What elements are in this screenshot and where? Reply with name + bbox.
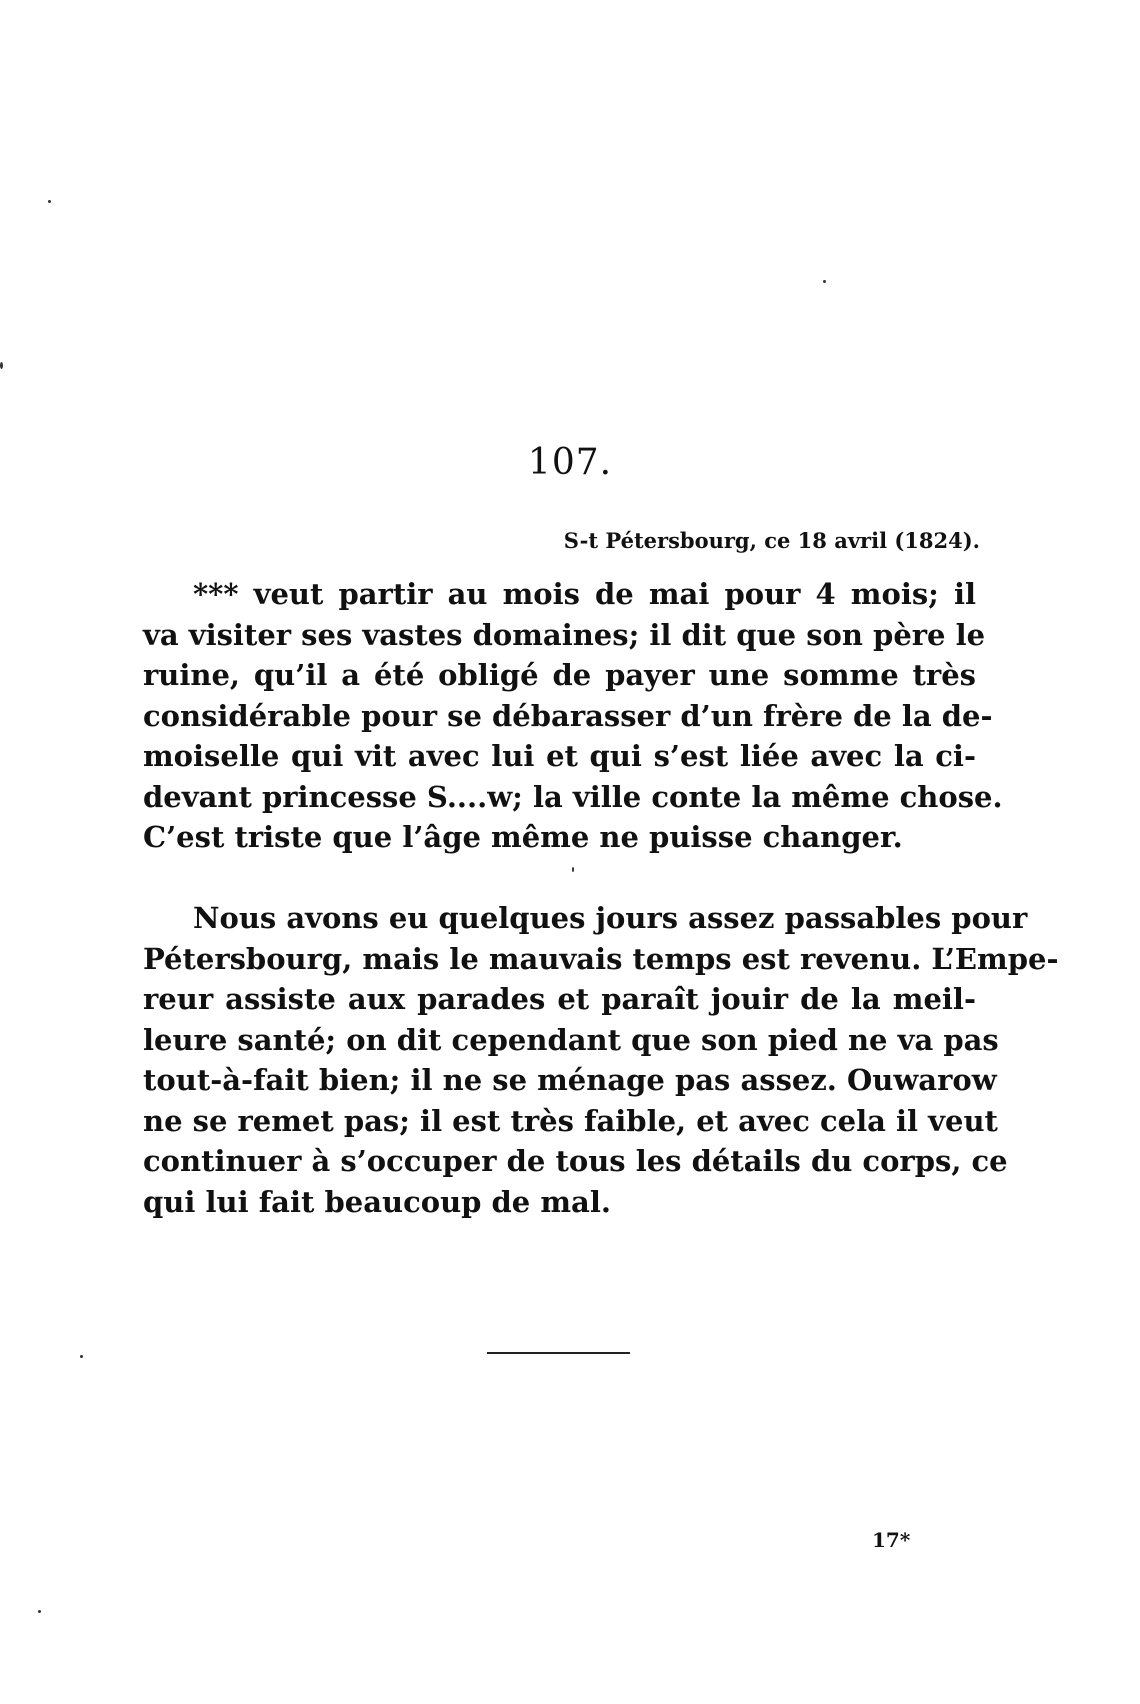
scan-speck <box>48 200 51 203</box>
text-line: devant princesse S....w; la ville conte la même chose. <box>143 779 1003 814</box>
letter-number: 107. <box>527 442 613 483</box>
paragraph-1 <box>143 574 1003 858</box>
dateline: S-t Pétersbourg, ce 18 avril (1824). <box>563 528 980 553</box>
signature-mark: 17* <box>872 1528 911 1552</box>
scan-speck <box>80 1355 83 1358</box>
text-line: considérable pour se débarasser d’un frère de la de- <box>143 698 993 733</box>
text-line: qui lui fait beaucoup de mal. <box>143 1184 611 1219</box>
scan-speck <box>823 280 826 283</box>
paragraph-2 <box>143 898 1059 1222</box>
text-line: continuer à s’occuper de tous les détails du corps, ce <box>143 1144 1008 1178</box>
scan-speck <box>572 867 574 872</box>
text-line: leure santé; on dit cependant que son pied ne va pas <box>143 1022 999 1057</box>
section-divider <box>487 1352 630 1354</box>
scan-speck <box>38 1610 41 1613</box>
text-line: va visiter ses vastes domaines; il dit que son père le <box>143 617 986 652</box>
text-line: ne se remet pas; il est très faible, et avec cela il veut <box>143 1103 998 1138</box>
text-line: tout-à-fait bien; il ne se ménage pas assez. Ouwarow <box>143 1063 997 1097</box>
text-line: Nous avons eu quelques jours assez passables pour <box>193 901 1028 935</box>
text-line: C’est triste que l’âge même ne puisse changer. <box>143 820 903 854</box>
text-line: Pétersbourg, mais le mauvais temps est revenu. L’Empe- <box>143 941 1059 976</box>
scan-speck <box>0 362 3 369</box>
text-line: *** veut partir au mois de mai pour 4 mois; il <box>193 577 976 611</box>
text-line: moiselle qui vit avec lui et qui s’est liée avec la ci- <box>143 739 976 773</box>
text-line: reur assiste aux parades et paraît jouir de la meil- <box>143 982 976 1016</box>
text-line: ruine, qu’il a été obligé de payer une somme très <box>143 658 976 692</box>
